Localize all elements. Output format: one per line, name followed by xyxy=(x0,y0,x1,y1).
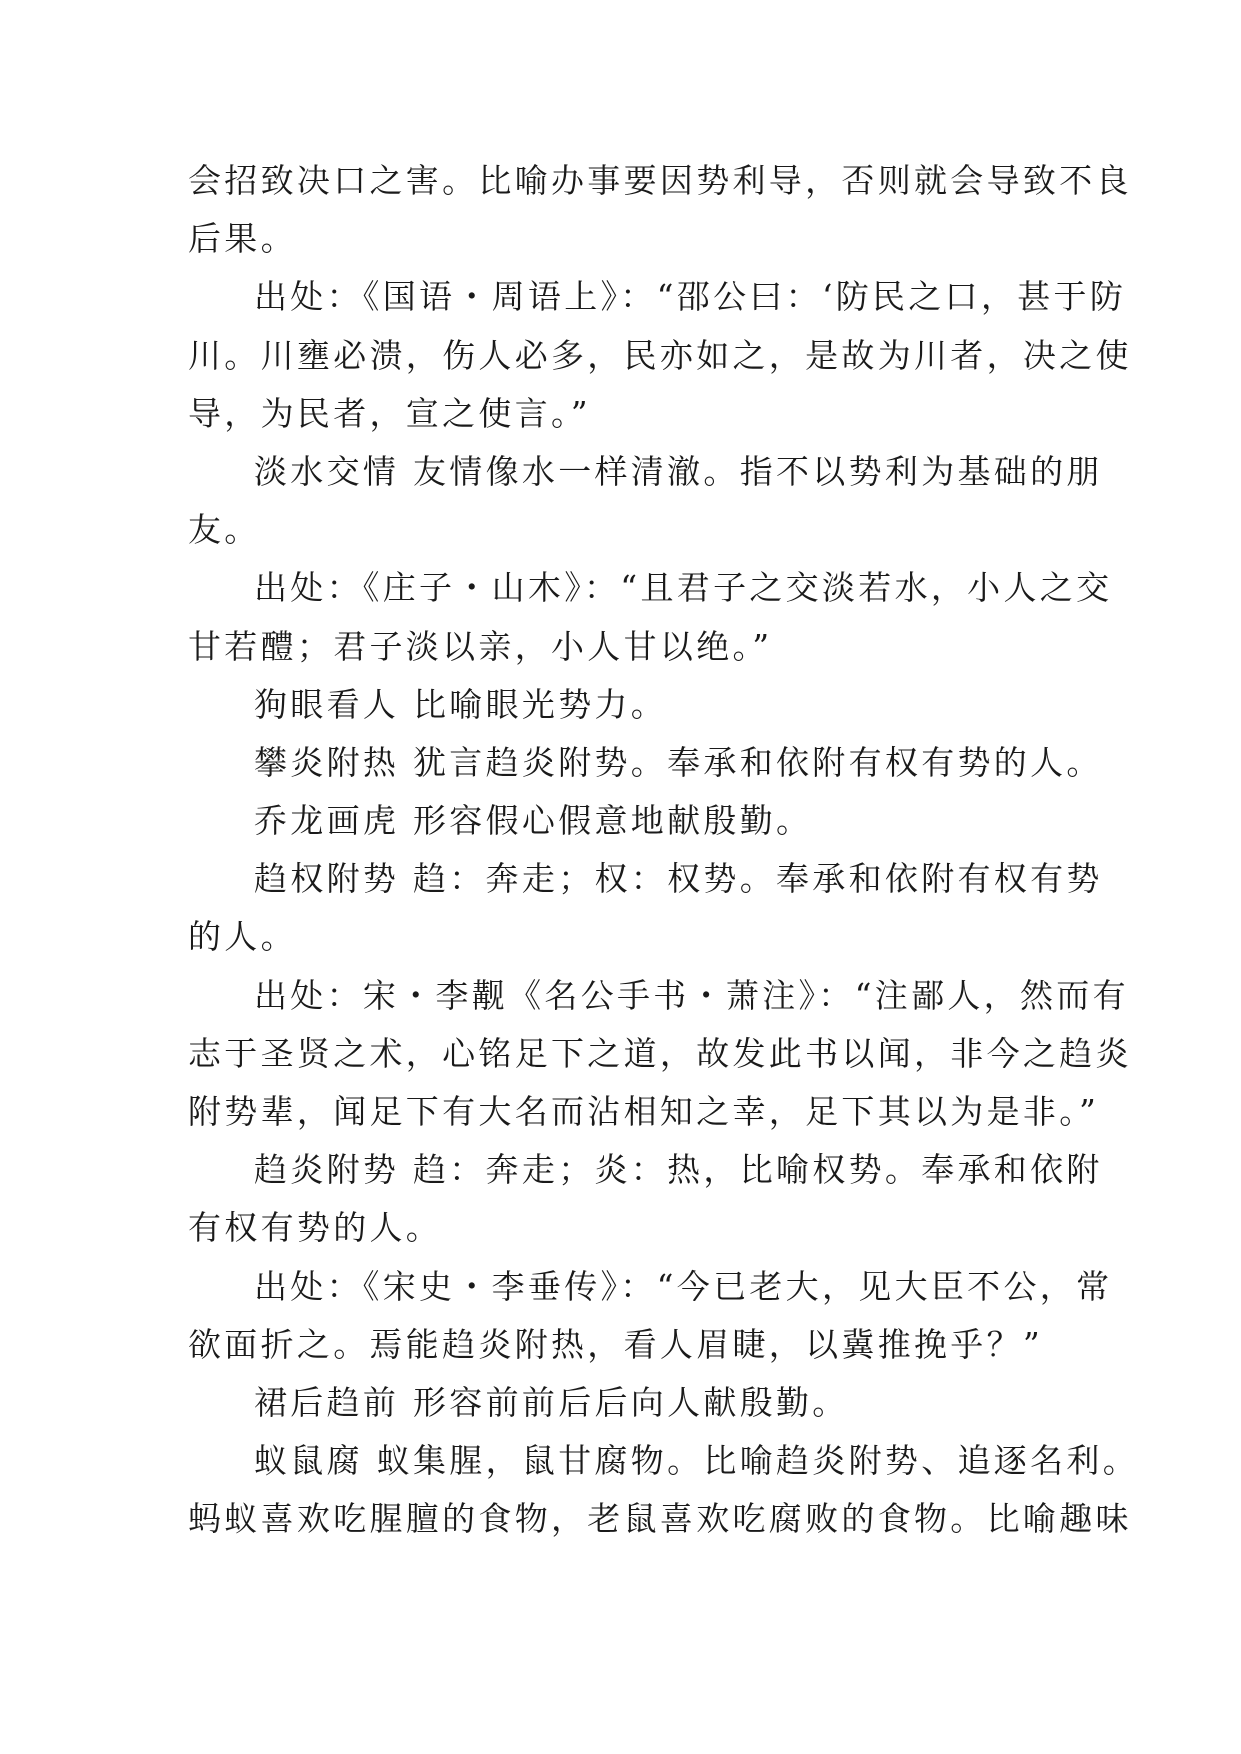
text-line-6: 淡水交情 友情像水一样清澈。指不以势利为基础的朋 xyxy=(254,451,1103,491)
text-line-11: 攀炎附热 犹言趋炎附势。奉承和依附有权有势的人。 xyxy=(254,742,1103,782)
text-line-2: 后果。 xyxy=(188,219,297,259)
text-line-7: 友。 xyxy=(188,510,261,550)
text-line-21: 欲面折之。焉能趋炎附热，看人眉睫，以冀推挽乎？” xyxy=(188,1324,1044,1364)
text-line-1: 会招致决口之害。比喻办事要因势利导，否则就会导致不良 xyxy=(188,161,1132,200)
text-line-14: 的人。 xyxy=(188,917,297,957)
text-line-19: 有权有势的人。 xyxy=(188,1208,443,1248)
text-line-13: 趋权附势 趋：奔走；权：权势。奉承和依附有权有势 xyxy=(254,859,1103,899)
text-line-12: 乔龙画虎 形容假心假意地献殷勤。 xyxy=(254,801,813,841)
text-line-22: 裙后趋前 形容前前后后向人献殷勤。 xyxy=(254,1382,849,1422)
text-line-3: 出处：《国语・周语上》：“邵公曰：‘防民之口，甚于防 xyxy=(254,277,1127,317)
text-line-15: 出处：宋・李觏《名公手书・萧注》：“注鄙人，然而有 xyxy=(254,975,1129,1015)
text-line-8: 出处：《庄子・山木》：“且君子之交淡若水，小人之交 xyxy=(254,568,1113,608)
text-line-18: 趋炎附势 趋：奔走；炎：热，比喻权势。奉承和依附 xyxy=(254,1150,1103,1190)
text-line-20: 出处：《宋史・李垂传》：“今已老大，见大臣不公，常 xyxy=(254,1266,1113,1306)
text-line-9: 甘若醴；君子淡以亲，小人甘以绝。” xyxy=(188,626,773,666)
text-line-4: 川。川壅必溃，伤人必多，民亦如之，是故为川者，决之使 xyxy=(188,335,1132,375)
text-line-16: 志于圣贤之术，心铭足下之道，故发此书以闻，非今之趋炎 xyxy=(188,1033,1132,1073)
text-line-24: 蚂蚁喜欢吃腥膻的食物，老鼠喜欢吃腐败的食物。比喻趣味 xyxy=(188,1499,1132,1539)
text-line-10: 狗眼看人 比喻眼光势力。 xyxy=(254,684,668,724)
text-line-5: 导，为民者，宣之使言。” xyxy=(188,393,591,433)
text-line-23: 蚁鼠腐 蚁集腥，鼠甘腐物。比喻趋炎附势、追逐名利。 xyxy=(254,1441,1139,1481)
document-body xyxy=(188,152,1139,1549)
text-line-17: 附势辈，闻足下有大名而沾相知之幸，足下其以为是非。” xyxy=(188,1092,1100,1131)
